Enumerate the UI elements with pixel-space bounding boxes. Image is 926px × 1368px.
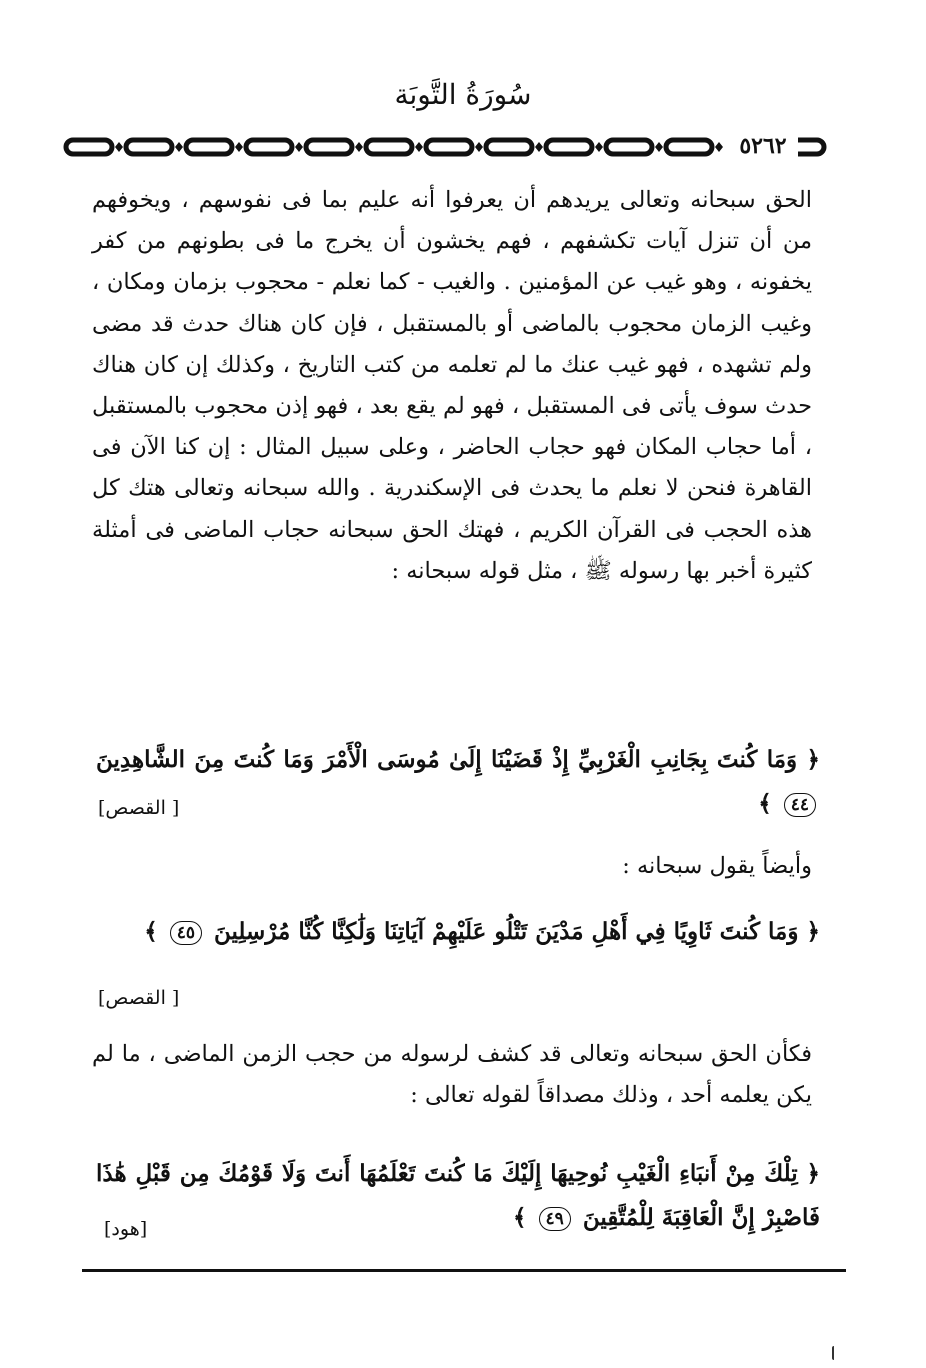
ayah-number-badge: ٤٥ [170,921,202,945]
verse-text: وَمَا كُنتَ بِجَانِبِ الْغَرْبِيِّ إِذْ قَضَيْنَا إِلَىٰ مُوسَى الْأَمْرَ وَمَا كُنتَ مِنَ الشَّاهِدِينَ [96,746,798,773]
quran-verse-3 [96,1152,820,1240]
surah-reference: [ القصص] [98,797,180,819]
verse-text: وَمَا كُنتَ ثَاوِيًا فِي أَهْلِ مَدْيَنَ تَتْلُو عَلَيْهِمْ آيَاتِنَا وَلَٰكِنَّا كُنَّا مُرْسِلِينَ [213,918,799,945]
footer-rule [82,1269,846,1272]
quran-verse-2 [96,910,820,954]
surah-title: سُورَةُ التَّوبَة [394,78,532,111]
verse-text: تِلْكَ مِنْ أَنبَاءِ الْغَيْبِ نُوحِيهَا إِلَيْكَ مَا كُنتَ تَعْلَمُهَا أَنتَ وَلَا قَوْمُكَ مِن قَبْلِ هَٰذَا فَاصْبِرْ إِنَّ الْعَاقِبَةَ لِلْمُتَّقِينَ [96,1160,820,1231]
ayah-number-badge: ٤٤ [784,793,816,817]
page-corner-mark [832,1346,840,1360]
verse-close-bracket: ﴾ [513,1204,527,1231]
surah-reference: [ القصص] [98,987,180,1009]
quran-verse-1 [96,738,820,826]
page-number: ٥٢٦٢ [728,131,798,161]
verse-open-bracket: ﴿ [806,746,820,773]
paragraph-1: الحق سبحانه وتعالى يريدهم أن يعرفوا أنه عليم بما فى نفوسهم ، ويخوفهم من أن تنزل آيات تكشفهم ، فهم يخشون أن يخرج ما فى بطونهم من كفر يخفونه ، وهو غيب عن المؤمنين . والغيب - كما نعلم - محجوب بزمان ومكان ، وغيب الزمان محجوب بالماضى أو بالمستقبل ، فإن كان هناك حدث قد مضى ولم تشهده ، فهو غيب عنك ما لم تعلمه من كتب التاريخ ، وكذلك إن كان هناك حدث سوف يأتى فى المستقبل ، فهو لم يقع بعد ، فهو إذن محجوب بالمستقبل ، أما حجاب المكان فهو حجاب الحاضر ، وعلى سبيل المثال : إن كنا الآن فى القاهرة فنحن لا نعلم ما يحدث فى الإسكندرية . والله سبحانه وتعالى هتك كل هذه الحجب فى القرآن الكريم ، فهتك الحق سبحانه حجاب الماضى فى أمثلة كثيرة أخبر بها رسوله ﷺ ، مثل قوله سبحانه : [92,187,812,584]
verse-open-bracket: ﴿ [806,1160,821,1187]
paragraph-2: وأيضاً يقول سبحانه : [622,853,812,879]
ayah-number-badge: ٤٩ [539,1207,571,1231]
verse-close-bracket: ﴾ [144,918,158,945]
paragraph-3: فكأن الحق سبحانه وتعالى قد كشف لرسوله من حجب الزمن الماضى ، ما لم يكن يعلمه أحد ، وذلك مصداقاً لقوله تعالى : [92,1041,812,1109]
verse-open-bracket: ﴿ [806,918,820,945]
surah-reference: [هود] [104,1218,148,1240]
verse-close-bracket: ﴾ [758,790,772,817]
decorative-chain-border [62,132,828,162]
